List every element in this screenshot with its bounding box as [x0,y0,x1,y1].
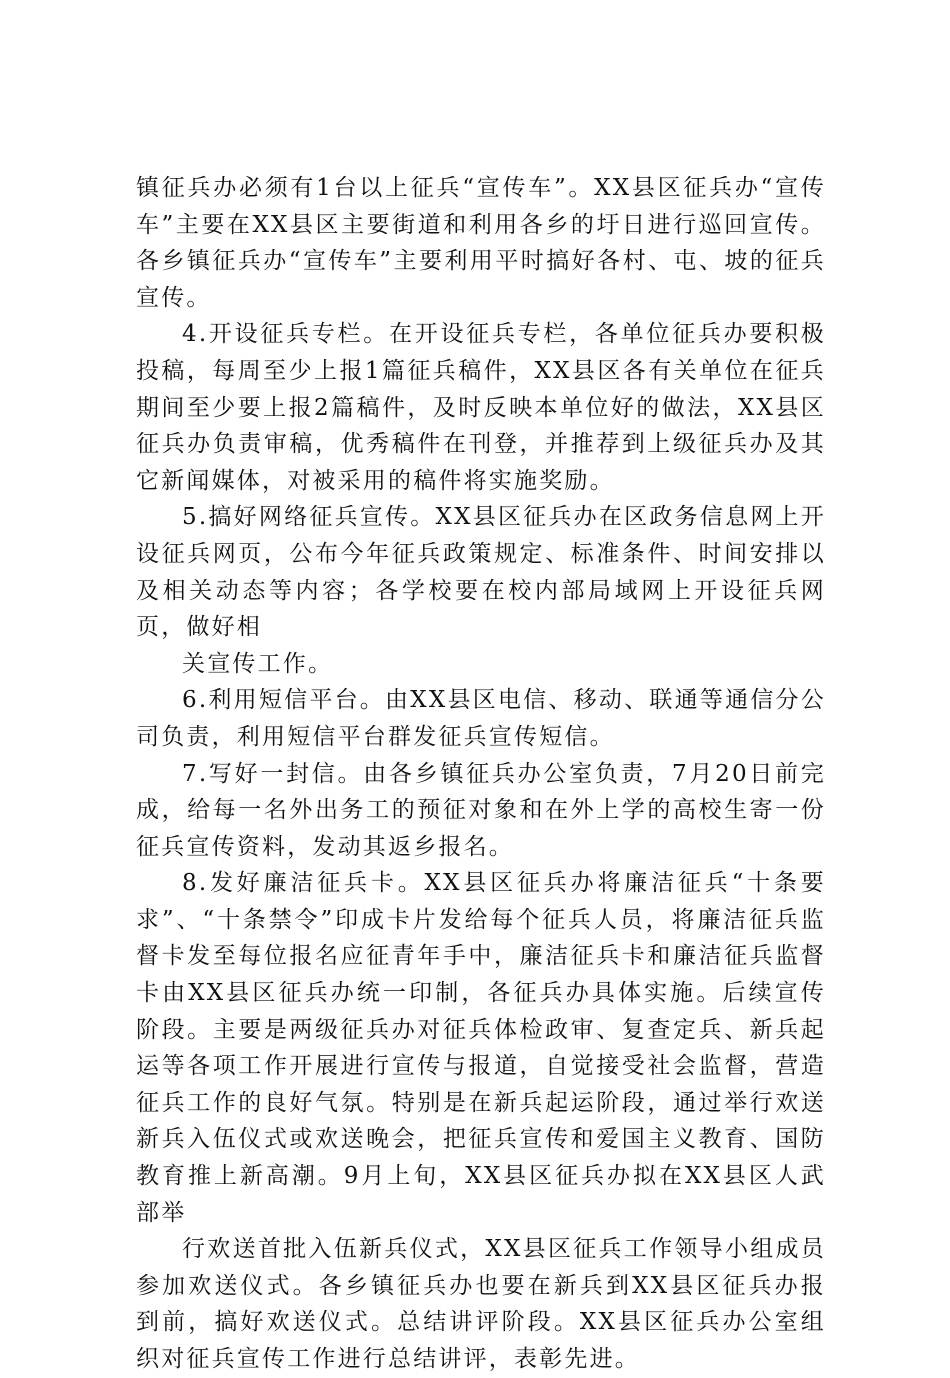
paragraph-letter: 7.写好一封信。由各乡镇征兵办公室负责，7月20日前完成，给每一名外出务工的预征对象和在外上学的高校生寄一份征兵宣传资料，发动其返乡报名。 [136,760,826,860]
paragraph-integrity-card: 8.发好廉洁征兵卡。XX县区征兵办将廉洁征兵“十条要求”、“十条禁令”印成卡片发给每个征兵人员，将廉洁征兵监督卡发至每位报名应征青年手中，廉洁征兵卡和廉洁征兵监督卡由XX县区征兵办统一印制，各征兵办具体实施。后续宣传阶段。主要是两级征兵办对征兵体检政审、复查定兵、新兵起运等各项工作开展进行宣传与报道，自觉接受社会监督，营造征兵工作的良好气氛。特别是在新兵起运阶段，通过举行欢送新兵入伍仪式或欢送晚会，把征兵宣传和爱国主义教育、国防教育推上新高潮。9月上旬，XX县区征兵办拟在XX县区人武部举 [136,870,826,1226]
paragraph-column: 4.开设征兵专栏。在开设征兵专栏，各单位征兵办要积极投稿，每周至少上报1篇征兵稿件，XX县区各有关单位在征兵期间至少要上报2篇稿件，及时反映本单位好的做法，XX县区征兵办负责审稿，优秀稿件在刊登，并推荐到上级征兵办及其它新闻媒体，对被采用的稿件将实施奖励。 [136,321,826,494]
paragraph-network-continued: 关宣传工作。 [182,650,334,677]
document-body [136,170,826,1378]
paragraph-sms: 6.利用短信平台。由XX县区电信、移动、联通等通信分公司负责，利用短信平台群发征兵宣传短信。 [136,687,826,750]
paragraph-network: 5.搞好网络征兵宣传。XX县区征兵办在区政务信息网上开设征兵网页，公布今年征兵政策规定、标准条件、时间安排以及相关动态等内容；各学校要在校内部局域网上开设征兵网页，做好相 [136,504,826,641]
paragraph-vehicle-publicity: 镇征兵办必须有1台以上征兵“宣传车”。XX县区征兵办“宣传车”主要在XX县区主要街道和利用各乡的圩日进行巡回宣传。各乡镇征兵办“宣传车”主要利用平时搞好各村、屯、坡的征兵宣传。 [136,175,826,311]
paragraph-farewell: 行欢送首批入伍新兵仪式，XX县区征兵工作领导小组成员参加欢送仪式。各乡镇征兵办也要在新兵到XX县区征兵办报到前，搞好欢送仪式。总结讲评阶段。XX县区征兵办公室组织对征兵宣传工作进行总结讲评，表彰先进。 [136,1236,826,1372]
